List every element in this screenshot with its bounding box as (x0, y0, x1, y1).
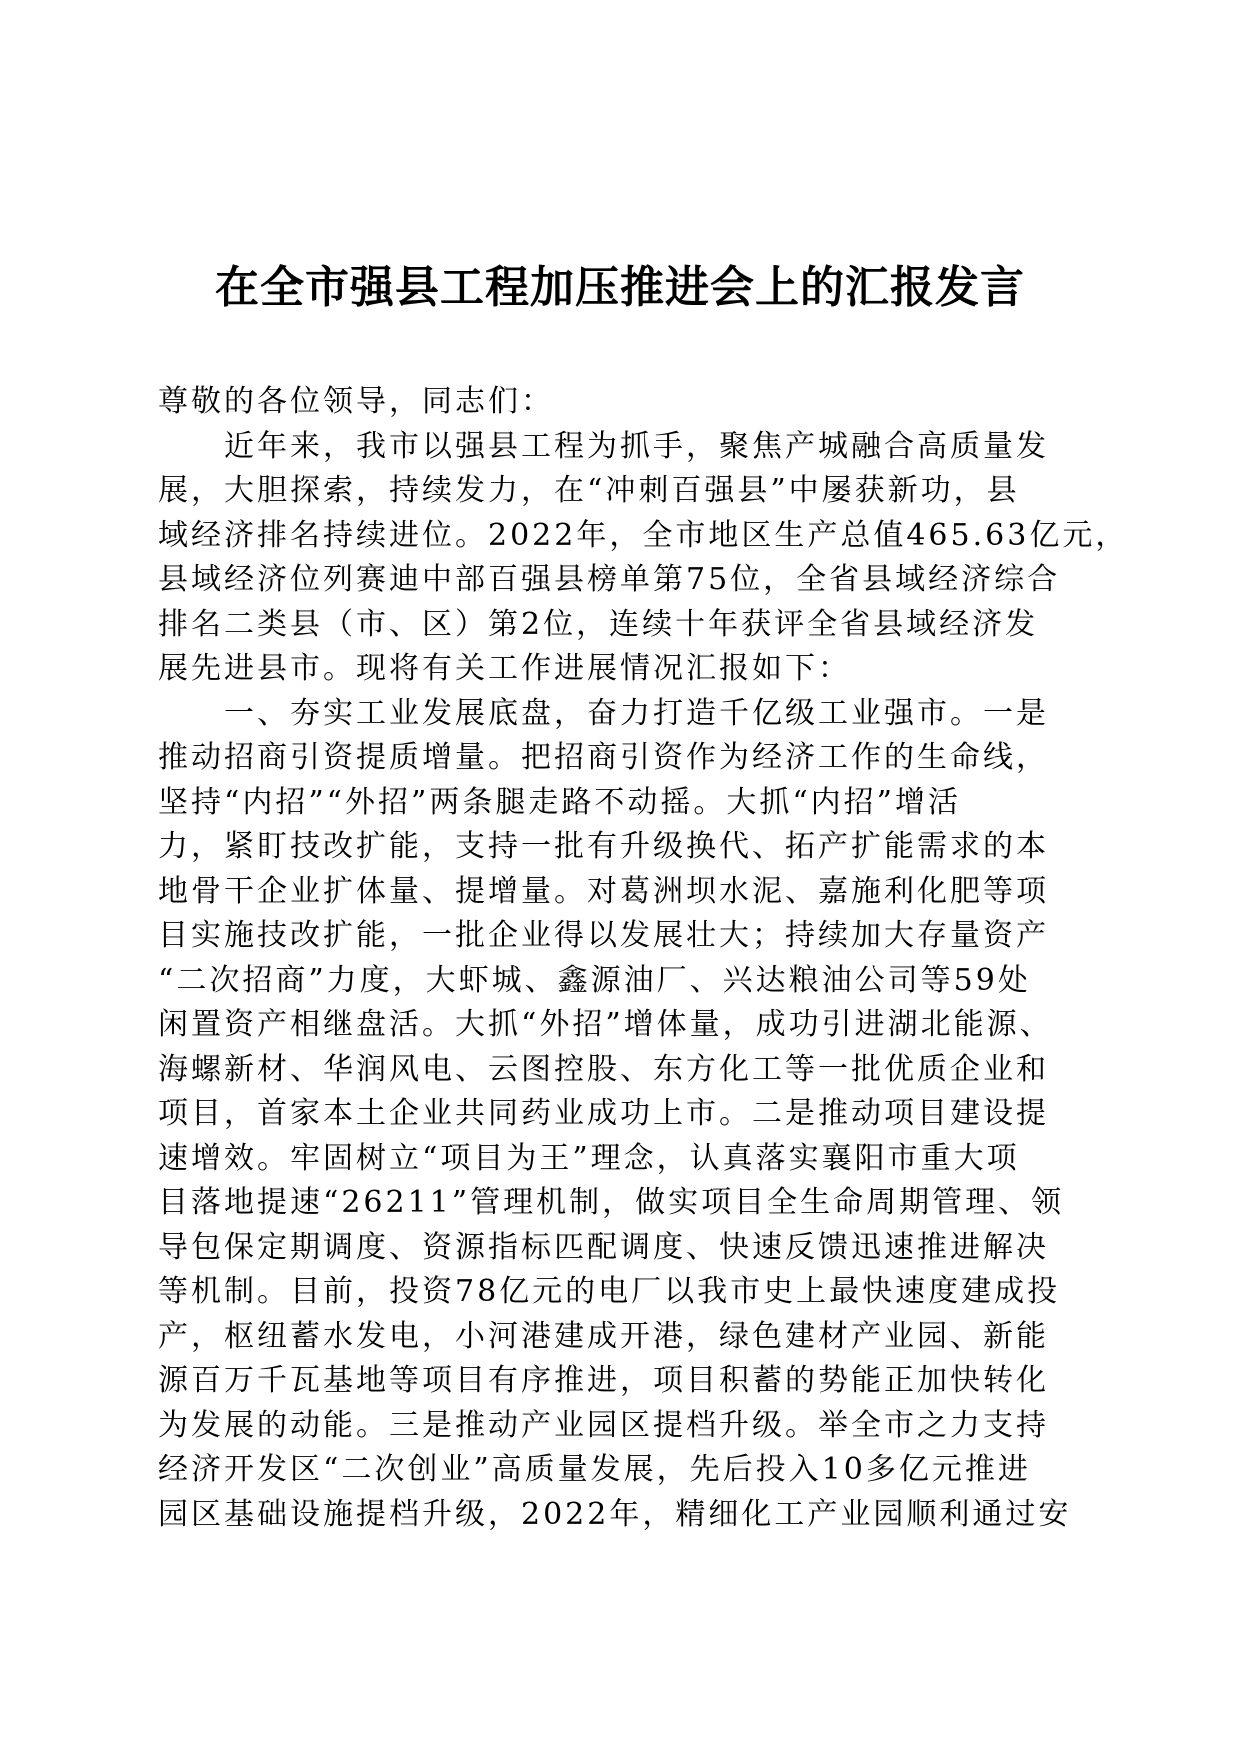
body-line: 目实施技改扩能，一批企业得以发展壮大；持续加大存量资产 (158, 918, 1049, 953)
body-line: 展，大胆探索，持续发力，在“冲刺百强县”中屡获新功，县 (158, 473, 1020, 508)
body-line: 尊敬的各位领导，同志们： (158, 384, 554, 419)
body-line: 展先进县市。现将有关工作进展情况汇报如下： (158, 651, 851, 686)
body-line: 近年来，我市以强县工程为抓手，聚焦产城融合高质量发 (158, 428, 1049, 464)
body-line: 源百万千瓦基地等项目有序推进，项目积蓄的势能正加快转化 (158, 1363, 1049, 1398)
body-line: 排名二类县（市、区）第2位，连续十年获评全省县域经济发 (158, 606, 1039, 642)
body-line: 县域经济位列赛迪中部百强县榜单第75位，全省县域经济综合 (158, 562, 1061, 597)
body-line: 为发展的动能。三是推动产业园区提档升级。举全市之力支持 (158, 1407, 1049, 1443)
body-line: 等机制。目前，投资78亿元的电厂以我市史上最快速度建成投 (158, 1274, 1061, 1309)
body-line: 园区基础设施提档升级，2022年，精细化工产业园顺利通过安 (158, 1496, 1072, 1532)
body-line: 导包保定期调度、资源指标匹配调度、快速反馈迅速推进解决 (158, 1229, 1049, 1265)
body-line: 一、夯实工业发展底盘，奋力打造千亿级工业强市。一是 (158, 695, 1049, 731)
body-line: 地骨干企业扩体量、提增量。对葛洲坝水泥、嘉施利化肥等项 (158, 873, 1049, 909)
document-title: 在全市强县工程加压推进会上的汇报发言 (215, 262, 1025, 313)
body-line: 推动招商引资提质增量。把招商引资作为经济工作的生命线， (158, 740, 1049, 775)
document-body (158, 380, 1129, 1537)
body-line: 坚持“内招”“外招”两条腿走路不动摇。大抓“内招”增活 (158, 784, 962, 820)
body-line: 域经济排名持续进位。2022年，全市地区生产总值465.63亿元， (158, 517, 1129, 553)
body-line: 速增效。牢固树立“项目为王”理念，认真落实襄阳市重大项 (158, 1140, 1020, 1176)
body-line: 项目，首家本土企业共同药业成功上市。二是推动项目建设提 (158, 1096, 1049, 1131)
body-line: 目落地提速“26211”管理机制，做实项目全生命周期管理、领 (158, 1185, 1065, 1220)
body-line: 闲置资产相继盘活。大抓“外招”增体量，成功引进湖北能源、 (158, 1007, 1053, 1042)
body-line: 力，紧盯技改扩能，支持一批有升级换代、拓产扩能需求的本 (158, 829, 1049, 864)
body-line: 产，枢纽蓄水发电，小河港建成开港，绿色建材产业园、新能 (158, 1318, 1049, 1354)
body-line: 海螺新材、华润风电、云图控股、东方化工等一批优质企业和 (158, 1051, 1049, 1087)
body-line: “二次招商”力度，大虾城、鑫源油厂、兴达粮油公司等59处 (158, 962, 1031, 998)
body-line: 经济开发区“二次创业”高质量发展，先后投入10多亿元推进 (158, 1452, 1031, 1487)
